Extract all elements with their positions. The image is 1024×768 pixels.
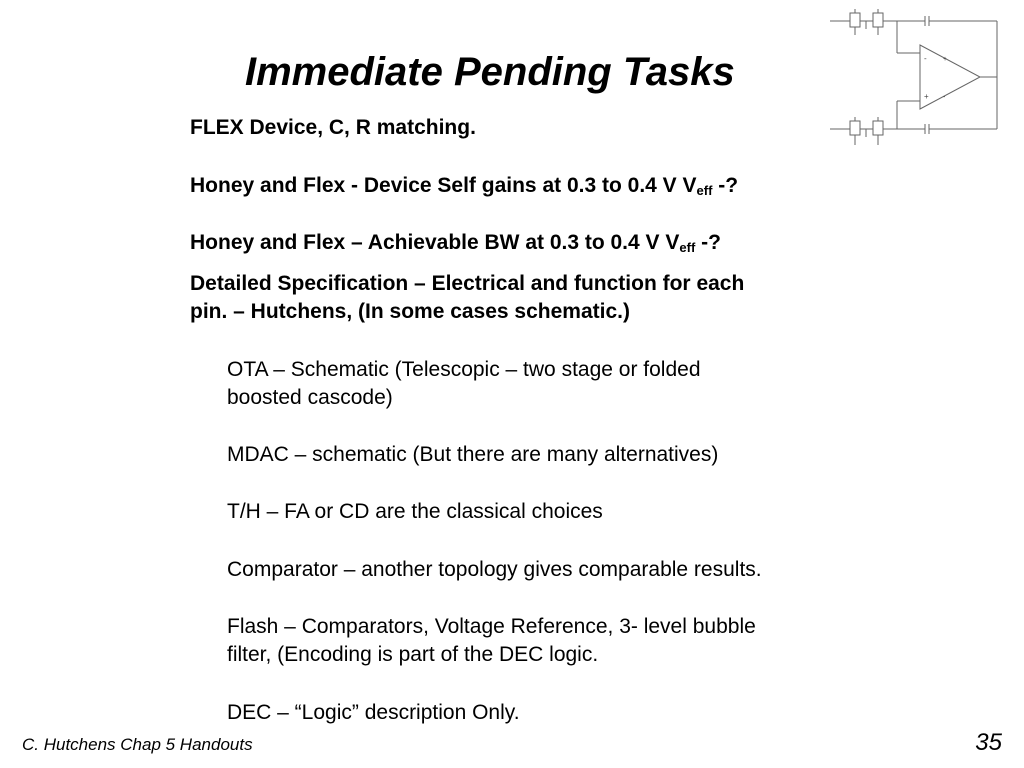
veff-subscript: eff <box>679 240 696 255</box>
footer-author: C. Hutchens Chap 5 Handouts <box>22 735 253 754</box>
opamp-out-minus-label: - <box>943 94 946 101</box>
slide-title: Immediate Pending Tasks <box>245 50 735 94</box>
item-flex-matching <box>190 114 476 142</box>
subitem-line: Comparator – another topology gives comparable results. <box>227 558 762 581</box>
veff-subscript: eff <box>696 183 713 198</box>
item-text: FLEX Device, C, R matching. <box>190 116 476 139</box>
subitem-mdac <box>227 441 718 469</box>
subitem-ota <box>227 356 701 412</box>
subitem-comparator <box>227 556 762 584</box>
item-line: Detailed Specification – Electrical and function for each <box>190 272 745 295</box>
subitem-line: OTA – Schematic (Telescopic – two stage or folded <box>227 358 701 381</box>
item-text: Honey and Flex – Achievable BW at 0.3 to 0.4 V V <box>190 231 680 254</box>
subitem-th <box>227 498 603 526</box>
item-text: Honey and Flex - Device Self gains at 0.3 to 0.4 V V <box>190 174 697 197</box>
subitem-line: MDAC – schematic (But there are many alternatives) <box>227 443 719 466</box>
subitem-flash <box>227 613 756 669</box>
switched-capacitor-schematic-icon <box>825 5 1005 155</box>
item-achievable-bw <box>190 229 721 262</box>
subitem-dec <box>227 699 520 727</box>
item-self-gains <box>190 172 738 205</box>
item-detailed-spec <box>190 270 744 326</box>
page-number: 35 <box>975 729 1002 756</box>
item-line: pin. – Hutchens, (In some cases schematic.) <box>190 300 630 323</box>
opamp-minus-label: - <box>924 54 927 63</box>
item-text-suffix: -? <box>712 174 739 197</box>
subitem-line: boosted cascode) <box>227 386 393 409</box>
opamp-plus-label: + <box>924 92 929 101</box>
subitem-line: Flash – Comparators, Voltage Reference, 3- level bubble <box>227 615 756 638</box>
subitem-line: DEC – “Logic” description Only. <box>227 701 520 724</box>
subitem-line: filter, (Encoding is part of the DEC logic. <box>227 643 599 666</box>
subitem-line: T/H – FA or CD are the classical choices <box>227 500 603 523</box>
opamp-out-plus-label: + <box>943 56 948 63</box>
item-text-suffix: -? <box>695 231 721 254</box>
